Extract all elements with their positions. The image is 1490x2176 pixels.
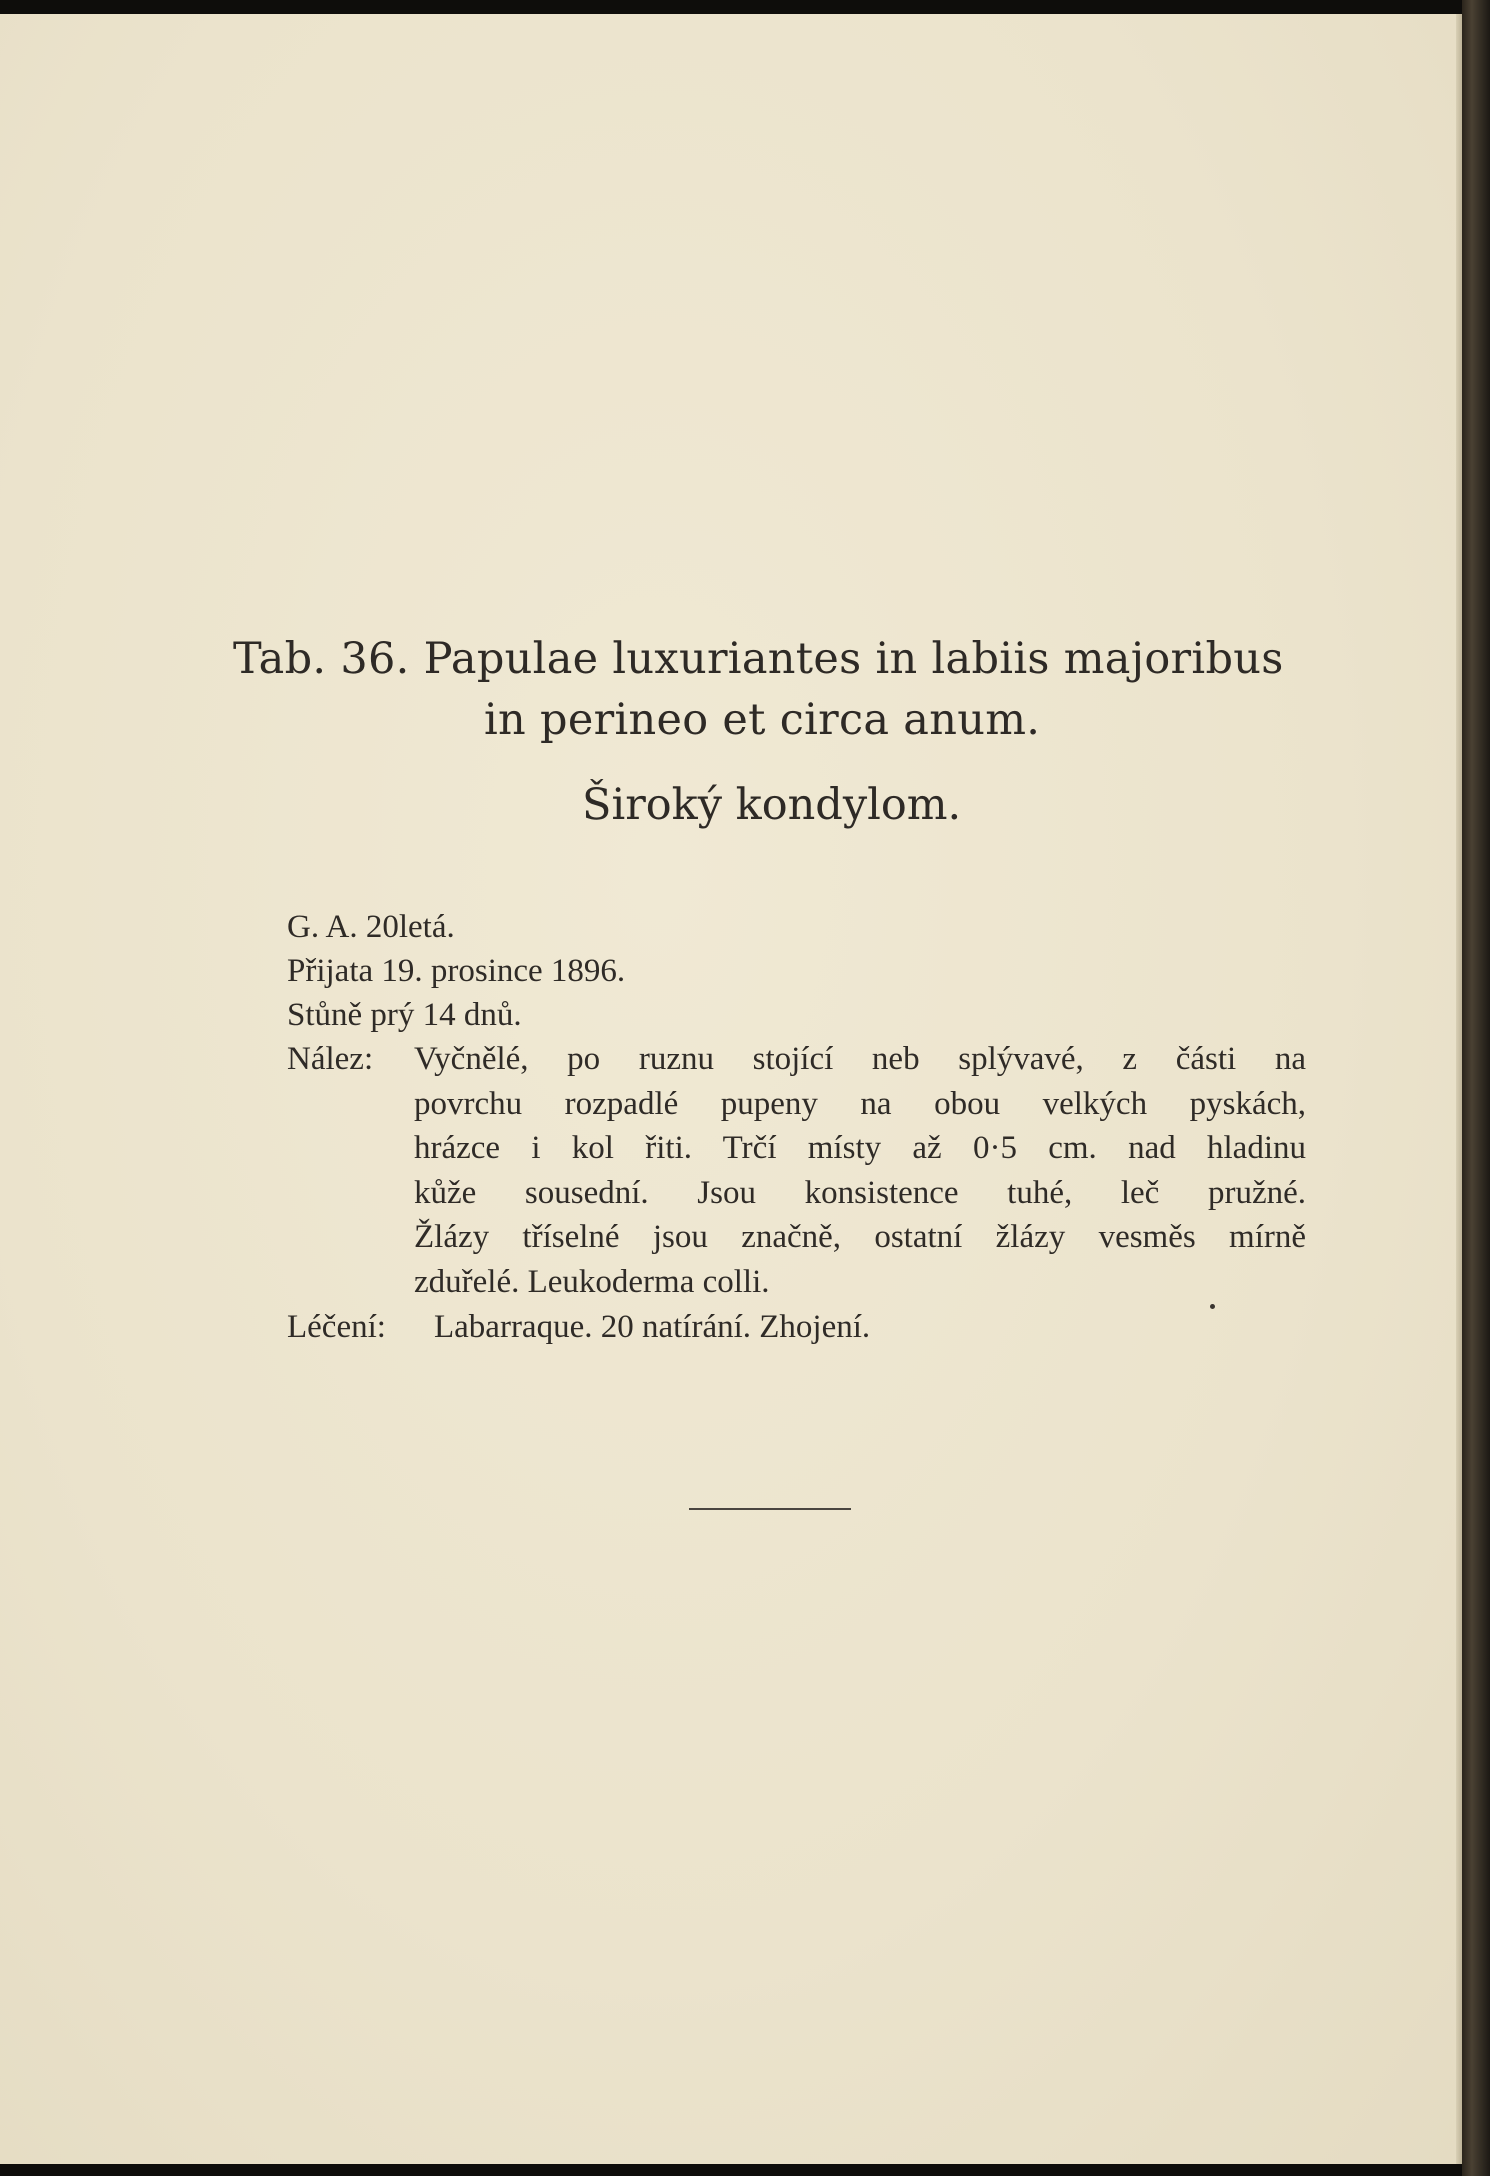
end-rule [689, 1508, 851, 1510]
finding-line-4: kůže sousední. Jsou konsistence tuhé, leč pružné. [414, 1174, 1306, 1211]
finding-line-1: Vyčnělé, po ruznu stojící neb splývavé, z části na [414, 1041, 1306, 1077]
finding-line-3: hrázce i kol řiti. Trčí místy až 0·5 cm. nad hladinu [414, 1130, 1306, 1167]
finding-line-6: zduřelé. Leukoderma colli. [414, 1263, 770, 1300]
treatment-text: Labarraque. 20 natírání. Zhojení. [434, 1309, 871, 1345]
ink-speck [1210, 1304, 1215, 1309]
finding-text [414, 1037, 1306, 1305]
treatment-label: Léčení: [287, 1309, 386, 1345]
subtitle: Široký kondylom. [582, 780, 962, 830]
book-edge [1462, 0, 1490, 2176]
patient-line-2: Přijata 19. prosince 1896. [287, 953, 626, 989]
patient-line-3: Stůně prý 14 dnů. [287, 997, 522, 1033]
finding-line-2: povrchu rozpadlé pupeny na obou velkých pyskách, [414, 1085, 1306, 1122]
finding-line-5: Žlázy tříselné jsou značně, ostatní žlázy vesměs mírně [414, 1219, 1306, 1256]
finding-label: Nález: [287, 1041, 374, 1077]
title-line-1: Tab. 36. Papulae luxuriantes in labiis majoribus [233, 634, 1284, 684]
paper-sheet [0, 14, 1462, 2164]
patient-line-1: G. A. 20letá. [287, 909, 455, 945]
title-line-2: in perineo et circa anum. [484, 695, 1041, 745]
